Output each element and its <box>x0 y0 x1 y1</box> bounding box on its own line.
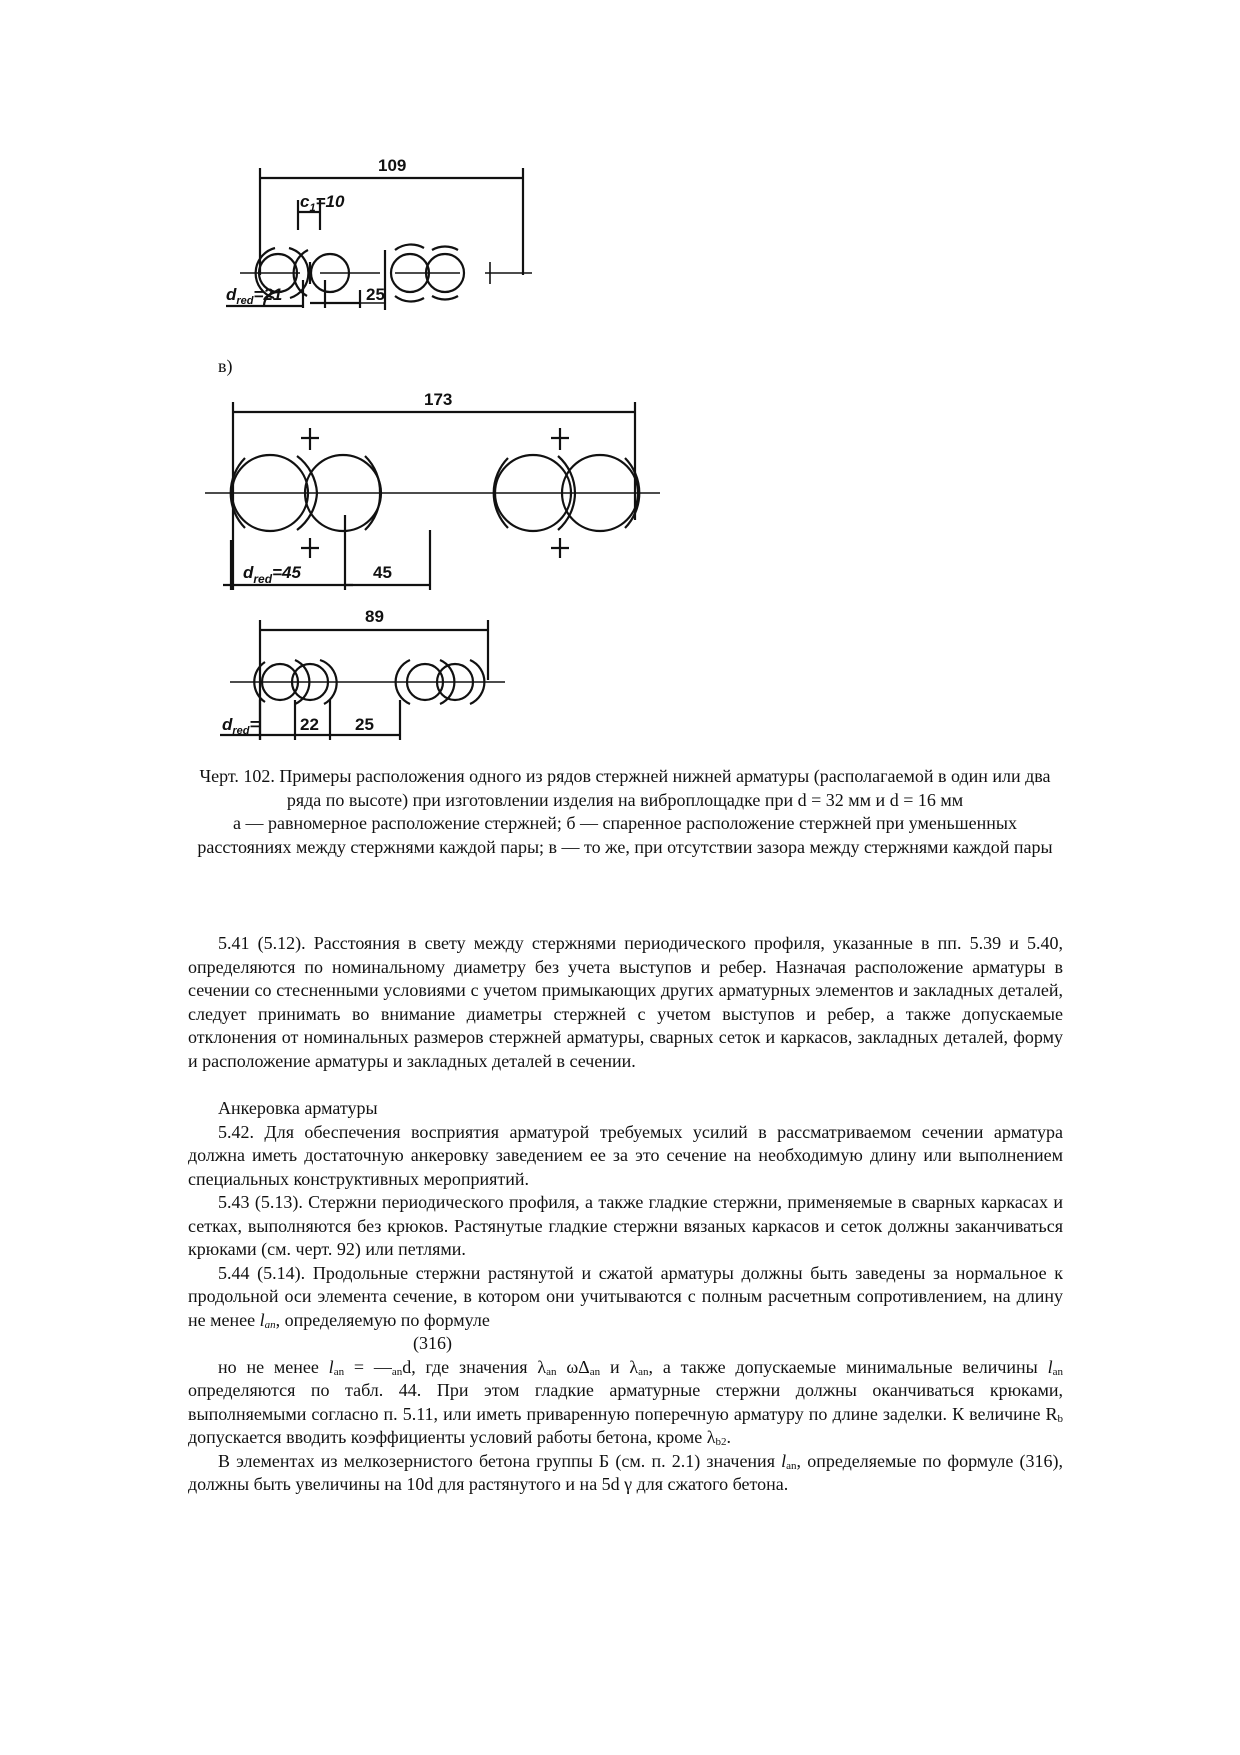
body-text <box>188 932 1063 1497</box>
paragraph-fine-concrete: В элементах из мелкозернистого бетона группы Б (см. п. 2.1) значения $l_{an}$, определяемые по формуле (316), должны быть увеличины на 10d для растянутого и на 5d γ для сжатого бетона. <box>188 1450 1064 1494</box>
dim-total-c2: 89 <box>365 607 384 626</box>
caption-title: Черт. 102. Примеры расположения одного из рядов стержней нижней арматуры (располагаемой в один или два ряда по высоте) при изготовлении изделия на виброплощадке при d = 32 мм и d = 16 мм <box>199 766 1051 810</box>
panel-c-label: в) <box>218 356 233 376</box>
dim-dred-c2: $d_{red}=$ <box>222 715 260 737</box>
section-heading: Анкеровка арматуры <box>218 1098 378 1118</box>
dim-c1-label: $c_1=10$ <box>300 192 345 214</box>
paragraph-5-42: 5.42. Для обеспечения восприятия арматурой требуемых усилий в рассматриваемом сечении арматура должна иметь достаточную анкеровку заведением ее за это сечение на необходимую длину или выполнением специальных конструктивных мероприятий. <box>188 1121 1063 1189</box>
dim-total-c: 173 <box>424 390 453 409</box>
paragraph-5-43: 5.43 (5.13). Стержни периодического профиля, а также гладкие стержни, применяемые в сварных каркасах и сетках, выполняются без крюков. Растянутые гладкие стержни вязаных каркасов и сеток должны заканчиваться крюками (см. черт. 92) или петлями. <box>188 1192 1063 1259</box>
figure-panel-c <box>205 390 660 605</box>
dim-dred-c: $d_{red}=45$ <box>243 563 301 586</box>
paragraph-5-44: 5.44 (5.14). Продольные стержни растянутой и сжатой арматуры должны быть заведены за нормальное к продольной оси элемента сечение, в котором они учитываются с полным расчетным сопротивлением, на длину не менее $l_{an}$, определяемую по формуле <box>188 1262 1063 1331</box>
figure-panel-c2 <box>220 600 510 760</box>
dim-dred-b: $d_{red}=21$ <box>226 285 283 307</box>
formula-number: (316) <box>413 1333 452 1353</box>
dim-total-b: 109 <box>378 156 407 175</box>
paragraph-anchorage-min: но не менее $l_{an}$ = $—_{an}d$, где значения $\lambda_{an}$ $\omega\Delta_{an}$ и $\lambda_{an}$, а также допускаемые минимальные величины $l_{an}$ определяются по табл. 44. При этом гладкие арматурные стержни должны оканчиваться крюками, выполняемыми согласно п. 5.11, или иметь приваренную поперечную арматуру по длине заделки. К величине $R_b$ допускается вводить коэффициенты условий работы бетона, кроме $\lambda_{b2}$. <box>188 1356 1063 1448</box>
dim-bar-c2: 22 <box>300 715 319 734</box>
dim-gap-b: 25 <box>366 285 385 304</box>
paragraph-5-41: 5.41 (5.12). Расстояния в свету между стержнями периодического профиля, указанные в пп. 5.39 и 5.40, определяются по номинальному диаметру без учета выступов и ребер. Назначая расположение арматуры в сечении со стесненными условиями с учетом примыкающих других арматурных элементов и закладных деталей, следует принимать во внимание диаметры стержней с учетом выступов и ребер, а также допускаемые отклонения от номинальных размеров стержней арматуры, сварных сеток и каркасов, закладных деталей, форму и расположение арматуры и закладных деталей в сечении. <box>188 933 1063 1071</box>
dim-gap-c: 45 <box>373 563 392 582</box>
figure-panel-b <box>220 150 540 350</box>
dim-gap-c2: 25 <box>355 715 374 734</box>
caption-legend: а — равномерное расположение стержней; б — спаренное расположение стержней при уменьшенных расстояниях между стержнями каждой пары; в — то же, при отсутствии зазора между стержнями каждой пары <box>197 813 1053 857</box>
figure-caption <box>185 765 1065 859</box>
